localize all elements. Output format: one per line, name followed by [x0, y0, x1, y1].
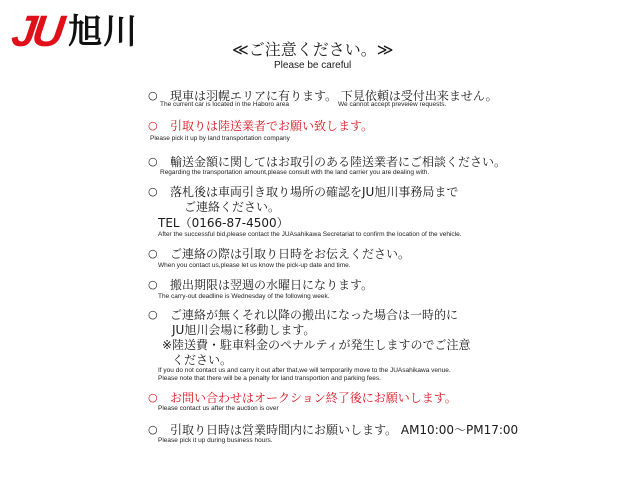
notice-item-jp: 輸送金額に関してはお取引のある陸送業者にご相談ください。 — [170, 155, 507, 169]
notice-item-en: Regarding the transportation amount,please consult with the land carrier you are dealing with. — [160, 169, 430, 176]
phone-number: TEL（0166-87-4500） — [158, 216, 289, 230]
penalty-note: ※陸送費・駐車料金のペナルティが発生しますのでご注意 — [162, 338, 471, 352]
notice-item-en: We cannot accept preveiew requests. — [338, 101, 447, 108]
notice-subtitle: Please be careful — [274, 60, 352, 71]
notice-item-en: The carry-out deadline is Wednesday of the following week. — [158, 293, 330, 300]
notice-item-jp: 落札後は車両引き取り場所の確認をJU旭川事務局まで — [170, 185, 459, 199]
notice-item-en: Please pick it up by land transportation company — [150, 135, 290, 142]
notice-item-jp: 搬出期限は翌週の水曜日になります。 — [170, 278, 374, 292]
bullet-circle-icon: ○ — [148, 391, 158, 404]
notice-item-jp: 現車は羽幌エリアに有ります。 下見依頼は受付出来ません。 — [170, 89, 498, 103]
logo-city-name: 旭川 — [68, 12, 139, 52]
ju-logo-mark: JU — [8, 7, 64, 56]
notice-item-en: After the successful bid,please contact the JUAsahikawa Secretariat to confirm the location of the vehicle. — [158, 231, 462, 238]
notice-item-jp: ご連絡が無くそれ以降の搬出になった場合は一時的に — [170, 308, 459, 322]
ju-asahikawa-logo — [8, 7, 139, 56]
bullet-circle-icon: ○ — [148, 89, 158, 102]
notice-item-jp: 引取りは陸送業者でお願い致します。 — [170, 119, 374, 133]
notice-item-en: When you contact us,please let us know the pick-up date and time. — [158, 262, 351, 269]
notice-item-jp: ください。 — [172, 353, 233, 367]
notice-item-en: Please contact us after the auction is over — [158, 405, 279, 412]
notice-item-en: Please pick it up during business hours. — [158, 437, 273, 444]
notice-item-en: If you do not contact us and carry it out after that,we will temporarily move to the JUAsahikawa venue. — [158, 367, 451, 374]
notice-title: ≪ご注意ください。≫ — [232, 40, 394, 59]
notice-item-jp: お問い合わせはオークション終了後にお願いします。 — [170, 391, 457, 405]
bullet-circle-icon: ○ — [148, 185, 158, 198]
bullet-circle-icon: ○ — [148, 308, 158, 321]
notice-item-jp: ご連絡ください。 — [184, 200, 281, 214]
notice-item-jp: JU旭川会場に移動します。 — [172, 323, 316, 337]
notice-item-en: Please note that there will be a penalty for land transportion and parking fees. — [158, 375, 381, 382]
notice-item-jp: 引取り日時は営業時間内にお願いします。 AM10:00〜PM17:00 — [170, 423, 519, 437]
bullet-circle-icon: ○ — [148, 278, 158, 291]
bullet-circle-icon: ○ — [148, 247, 158, 260]
notice-item-en: The current car is located in the Haboro area — [160, 101, 289, 108]
bullet-circle-icon: ○ — [148, 119, 158, 132]
notice-item-jp: ご連絡の際は引取り日時をお伝えください。 — [170, 247, 411, 261]
bullet-circle-icon: ○ — [148, 423, 158, 436]
bullet-circle-icon: ○ — [148, 155, 158, 168]
